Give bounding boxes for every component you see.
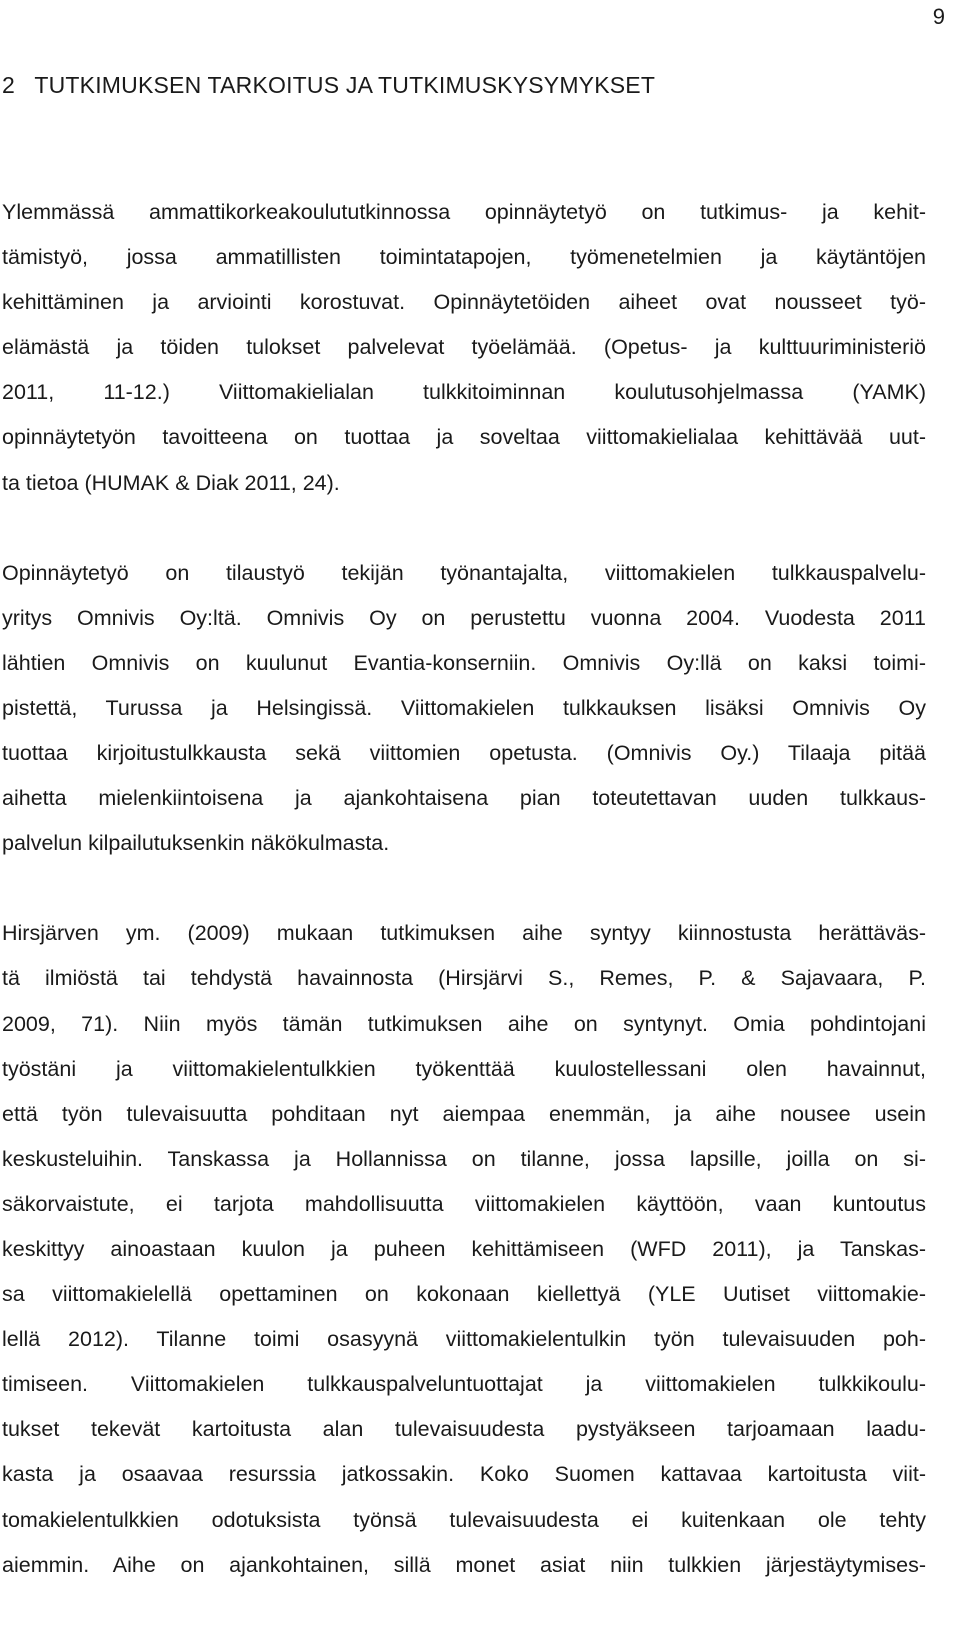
text-line: 2009, 71). Niin myös tämän tutkimuksen aihe on syntynyt. Omia pohdintojani [2, 1011, 926, 1036]
text-line: Hirsjärven ym. (2009) mukaan tutkimuksen aihe syntyy kiinnostusta herättäväs- [2, 921, 926, 946]
text-line: kasta ja osaavaa resurssia jatkossakin. Koko Suomen kattavaa kartoitusta viit- [2, 1462, 926, 1487]
text-line: tä ilmiöstä tai tehdystä havainnosta (Hirsjärvi S., Remes, P. & Sajavaara, P. [2, 966, 926, 991]
text-line: tämistyö, jossa ammatillisten toimintatapojen, työmenetelmien ja käytäntöjen [2, 245, 926, 270]
text-line: Opinnäytetyö on tilaustyö tekijän työnantajalta, viittomakielen tulkkauspalvelu- [2, 560, 926, 585]
text-line: palvelun kilpailutuksenkin näkökulmasta. [2, 831, 390, 856]
text-line: aihetta mielenkiintoisena ja ajankohtaisena pian toteutettavan uuden tulkkaus- [2, 786, 926, 811]
text-line: työstäni ja viittomakielentulkkien työkenttää kuulostellessani olen havainnut, [2, 1056, 926, 1081]
text-line: opinnäytetyön tavoitteena on tuottaa ja soveltaa viittomakielialaa kehittävää uut- [2, 425, 926, 450]
text-line: pistettä, Turussa ja Helsingissä. Viittomakielen tulkkauksen lisäksi Omnivis Oy [2, 695, 926, 720]
text-line: tukset tekevät kartoitusta alan tulevaisuudesta pystyäkseen tarjoamaan laadu- [2, 1417, 926, 1442]
paragraph [2, 551, 926, 867]
body-text [2, 190, 926, 1633]
page-number: 9 [932, 4, 945, 29]
text-line: Ylemmässä ammattikorkeakoulututkinnossa opinnäytetyö on tutkimus- ja kehit- [2, 200, 926, 224]
text-line: keskusteluihin. Tanskassa ja Hollannissa on tilanne, jossa lapsille, joilla on si- [2, 1146, 926, 1171]
text-line: tuottaa kirjoitustulkkausta sekä viittomien opetusta. (Omnivis Oy.) Tilaaja pitää [2, 741, 926, 766]
text-line: ta tietoa (HUMAK & Diak 2011, 24). [2, 470, 340, 495]
text-line: aiemmin. Aihe on ajankohtainen, sillä monet asiat niin tulkkien järjestäytymises- [2, 1552, 926, 1577]
text-line: että työn tulevaisuutta pohditaan nyt aiempaa enemmän, ja aihe nousee usein [2, 1101, 926, 1126]
text-line: sa viittomakielellä opettaminen on kokonaan kiellettyä (YLE Uutiset viittomakie- [2, 1282, 926, 1307]
text-line: keskittyy ainoastaan kuulon ja puheen kehittämiseen (WFD 2011), ja Tanskas- [2, 1236, 926, 1261]
paragraph [2, 911, 926, 1587]
paragraph [2, 190, 926, 506]
text-line: timiseen. Viittomakielen tulkkauspalveluntuottajat ja viittomakielen tulkkikoulu- [2, 1372, 926, 1397]
text-line: lellä 2012). Tilanne toimi osasyynä viittomakielentulkin työn tulevaisuuden poh- [2, 1327, 926, 1352]
text-line: 2011, 11-12.) Viittomakielialan tulkkitoiminnan koulutusohjelmassa (YAMK) [2, 380, 926, 405]
text-line: kehittäminen ja arviointi korostuvat. Opinnäytetöiden aiheet ovat nousseet työ- [2, 290, 926, 315]
chapter-heading: 2 TUTKIMUKSEN TARKOITUS JA TUTKIMUSKYSYMYKSET [2, 72, 656, 98]
text-line: elämästä ja töiden tulokset palvelevat työelämää. (Opetus- ja kulttuuriministeriö [2, 335, 926, 360]
text-line: yritys Omnivis Oy:ltä. Omnivis Oy on perustettu vuonna 2004. Vuodesta 2011 [2, 605, 926, 630]
text-line: lähtien Omnivis on kuulunut Evantia-konserniin. Omnivis Oy:llä on kaksi toimi- [2, 650, 926, 675]
text-line: tomakielentulkkien odotuksista työnsä tulevaisuudesta ei kuitenkaan ole tehty [2, 1507, 926, 1532]
text-line: säkorvaistute, ei tarjota mahdollisuutta viittomakielen käyttöön, vaan kuntoutus [2, 1191, 926, 1216]
